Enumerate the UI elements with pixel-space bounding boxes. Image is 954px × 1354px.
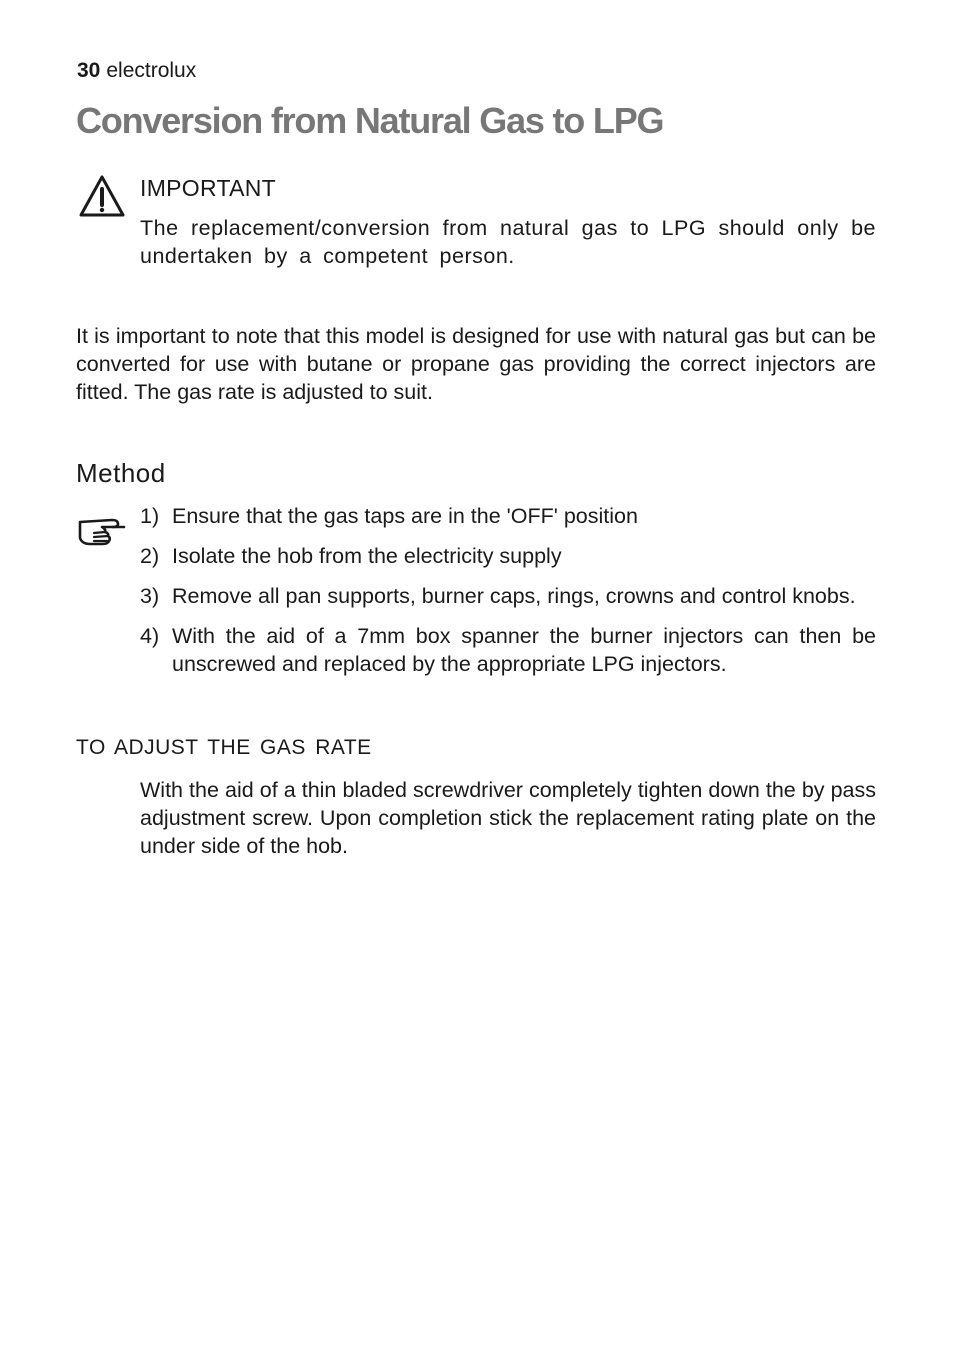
method-step <box>140 502 876 530</box>
step-number: 3) <box>140 584 160 608</box>
adjust-paragraph: With the aid of a thin bladed screwdriver completely tighten down the by pass adjustment screw. Upon completion stick the replacement rating plate on the under side of the hob. <box>140 778 876 858</box>
important-heading: IMPORTANT <box>140 175 277 201</box>
method-heading: Method <box>76 458 166 488</box>
step-number: 1) <box>140 504 160 528</box>
step-number: 2) <box>140 544 160 568</box>
page-header <box>77 58 196 84</box>
intro-paragraph: It is important to note that this model is designed for use with natural gas but can be converted for use with butane or propane gas providing the correct injectors are fitted. The gas rate is adjusted to suit. <box>76 324 876 404</box>
step-text: With the aid of a 7mm box spanner the burner injectors can then be unscrewed and replaced by the appropriate LPG injectors. <box>172 624 876 676</box>
warning-triangle-icon <box>78 174 126 218</box>
step-number: 4) <box>140 624 160 648</box>
method-step <box>140 542 876 570</box>
adjust-heading: TO ADJUST THE GAS RATE <box>76 736 372 759</box>
pointing-hand-icon <box>76 514 128 548</box>
step-text: Isolate the hob from the electricity supply <box>172 544 562 568</box>
page-number: 30 <box>77 59 101 82</box>
method-step <box>140 622 876 678</box>
step-text: Remove all pan supports, burner caps, rings, crowns and control knobs. <box>172 584 856 608</box>
step-text: Ensure that the gas taps are in the 'OFF' position <box>172 504 638 528</box>
page-title: Conversion from Natural Gas to LPG <box>76 100 664 141</box>
brand-name: electrolux <box>106 59 197 82</box>
important-text: The replacement/conversion from natural gas to LPG should only be undertaken by a competent person. <box>140 216 876 268</box>
method-step <box>140 582 876 610</box>
